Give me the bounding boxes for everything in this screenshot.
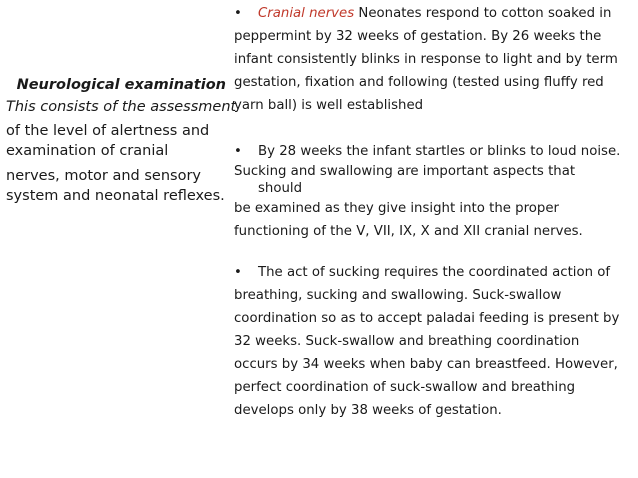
sucking-line: coordination so as to accept paladai feeding is present by (234, 311, 620, 326)
paragraph-gap (234, 117, 634, 140)
startle-line: functioning of the V, VII, IX, X and XII cranial nerves. (234, 224, 583, 239)
cranial-nerves-term: Cranial nerves (258, 6, 355, 21)
cranial-line: peppermint by 32 weeks of gestation. By 26 weeks the (234, 29, 602, 44)
sucking-line: 32 weeks. Suck-swallow and breathing coordination (234, 334, 580, 349)
startle-line: be examined as they give insight into the proper (234, 201, 560, 216)
section-heading: Neurological examination (16, 77, 226, 93)
section-subheading: This consists of the assessment (6, 99, 237, 115)
cranial-first-line (258, 2, 611, 25)
startle-bullet (234, 140, 634, 163)
cranial-bullet (234, 2, 634, 25)
summary-text-1: of the level of alertness and examination of cranial (6, 123, 210, 159)
sucking-line: occurs by 34 weeks when baby can breastfeed. However, (234, 357, 618, 372)
startle-line: Sucking and swallowing are important aspects that (234, 164, 576, 179)
bullet-marker: • (234, 6, 242, 21)
cranial-first-line-rest: Neonates respond to cotton soaked in (354, 6, 612, 21)
sucking-line: develops only by 38 weeks of gestation. (234, 403, 502, 418)
cranial-line: infant consistently blinks in response to light and by term (234, 52, 618, 67)
bullet-marker: • (234, 265, 242, 280)
summary-text-2: nerves, motor and sensory system and neonatal reflexes. (6, 168, 225, 204)
bullet-marker: • (234, 144, 242, 159)
cranial-line: yarn ball) is well established (234, 98, 424, 113)
sucking-first-line: The act of sucking requires the coordinated action of (258, 265, 611, 280)
startle-line: should (258, 181, 303, 196)
paragraph-gap (234, 243, 634, 261)
sucking-line: perfect coordination of suck-swallow and breathing (234, 380, 576, 395)
startle-first-line: By 28 weeks the infant startles or blinks to loud noise. (258, 144, 621, 159)
sucking-line: breathing, sucking and swallowing. Suck-swallow (234, 288, 562, 303)
cranial-line: gestation, fixation and following (tested using fluffy red (234, 75, 604, 90)
left-column (6, 74, 237, 206)
sucking-bullet (234, 261, 634, 284)
right-column (234, 2, 634, 422)
